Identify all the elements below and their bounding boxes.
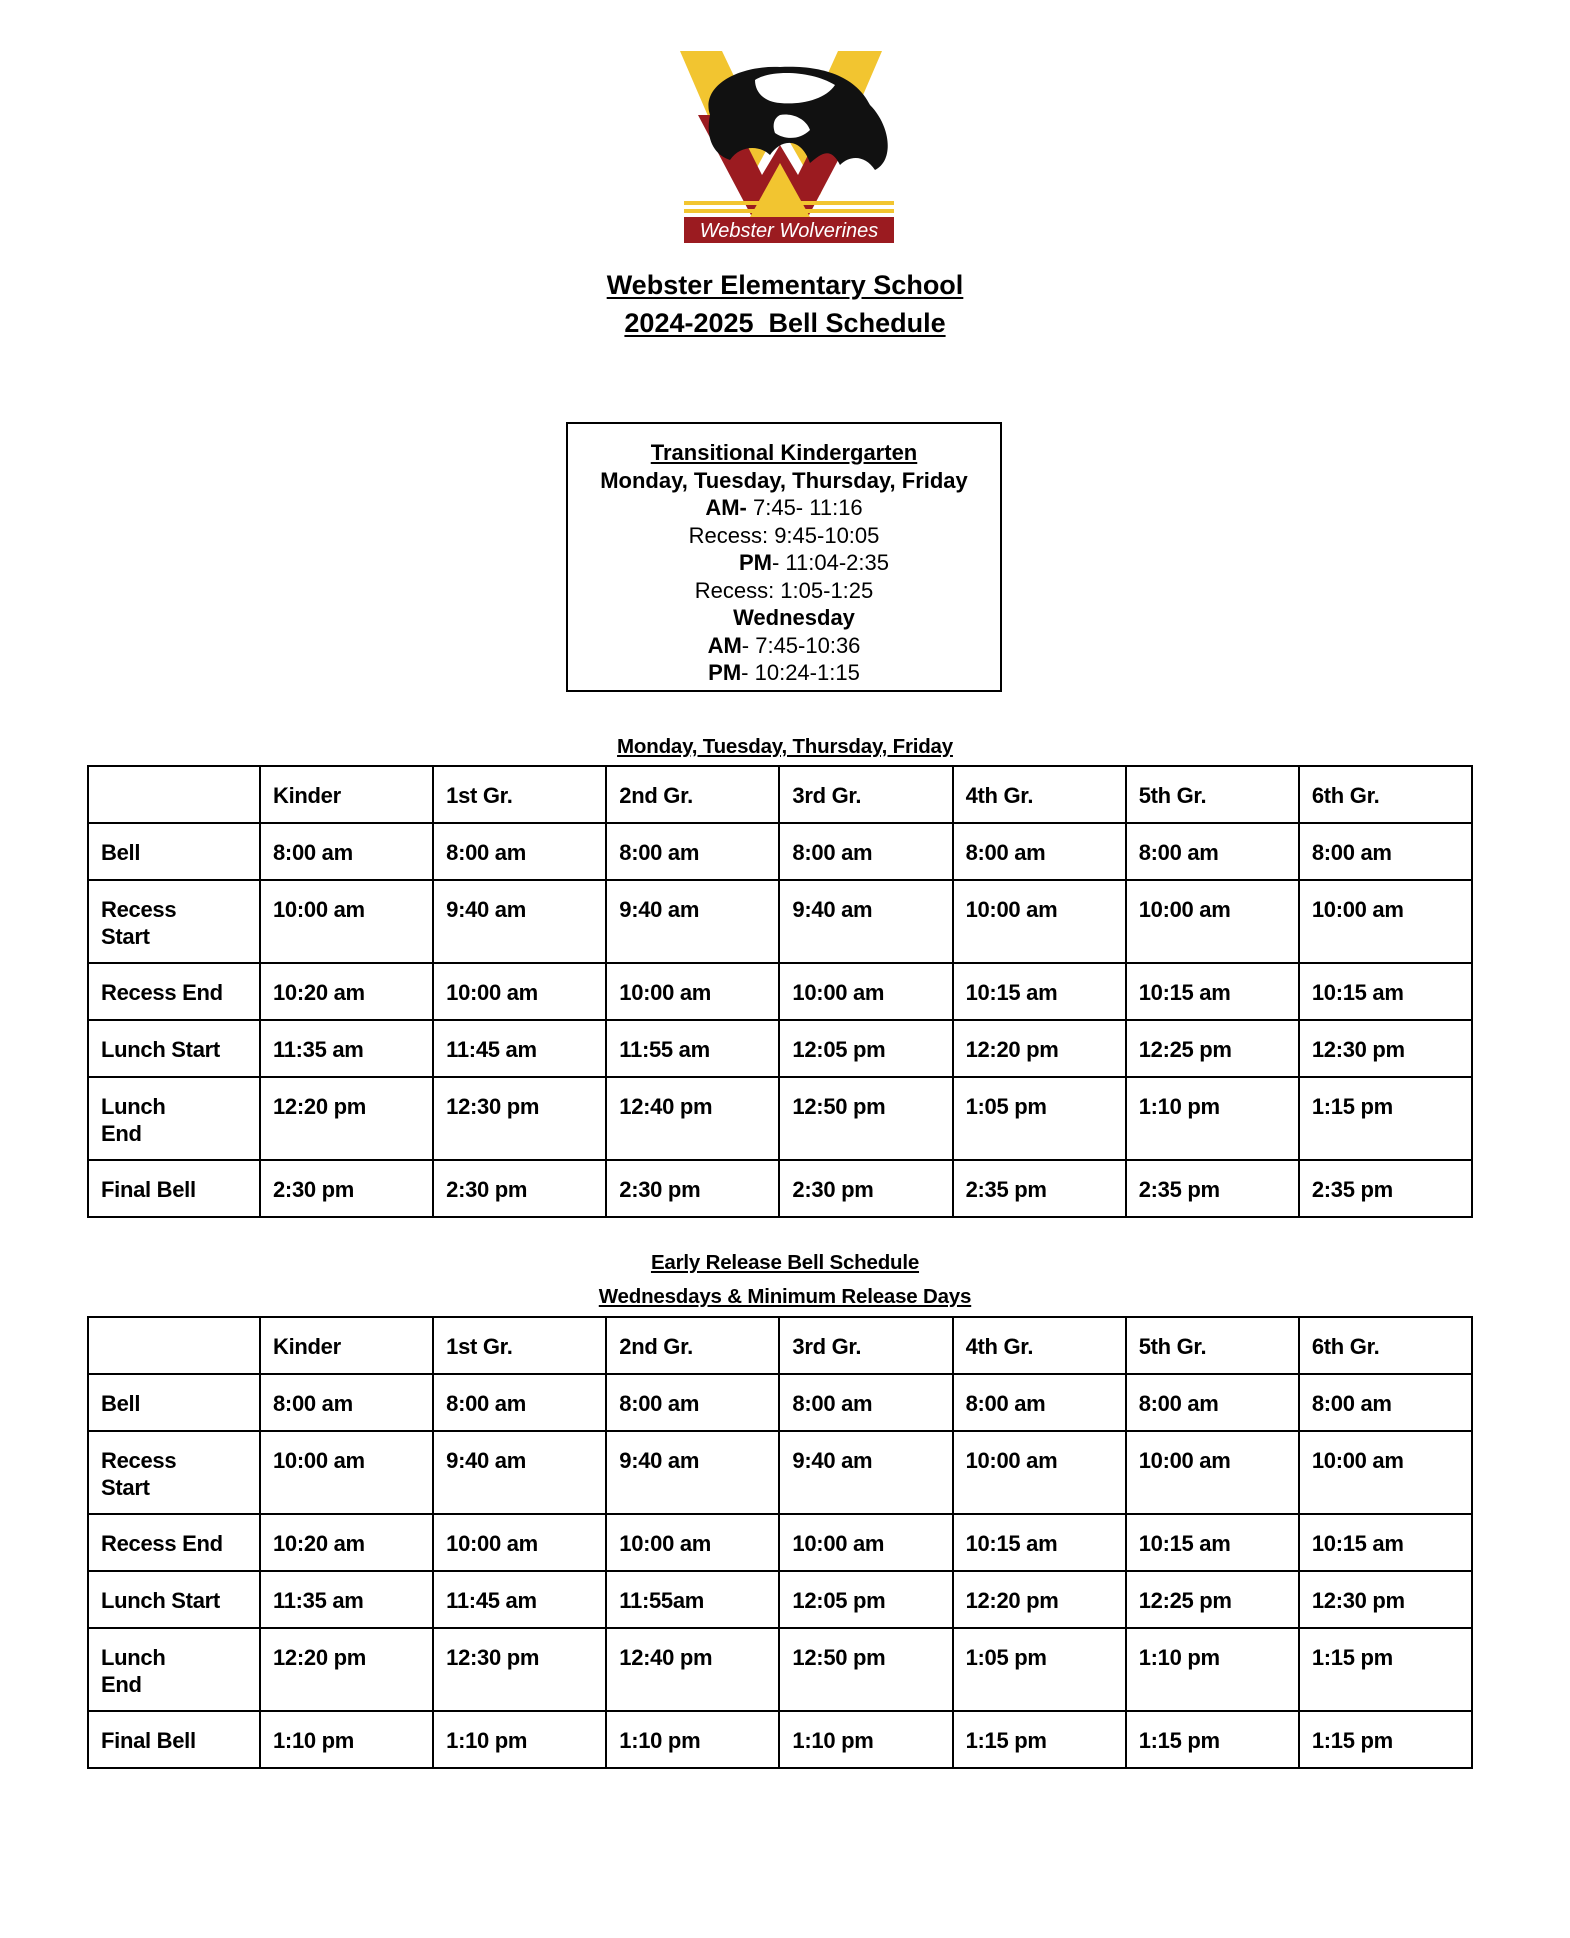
cell: 10:15 am xyxy=(1299,963,1472,1020)
tk-wed-pm-time: - 10:24-1:15 xyxy=(741,660,860,685)
cell: 10:15 am xyxy=(953,1514,1126,1571)
regular-schedule-table xyxy=(87,765,1473,1218)
cell: 8:00 am xyxy=(779,1374,952,1431)
cell: 8:00 am xyxy=(779,823,952,880)
tk-wed-pm-line xyxy=(568,659,1000,687)
header-cell: 1st Gr. xyxy=(433,1317,606,1374)
tk-am-line xyxy=(568,494,1000,522)
header-cell: 1st Gr. xyxy=(433,766,606,823)
table-row xyxy=(88,1077,1472,1160)
cell: 10:00 am xyxy=(779,963,952,1020)
header-cell: 4th Gr. xyxy=(953,1317,1126,1374)
cell: 12:40 pm xyxy=(606,1077,779,1160)
cell: 8:00 am xyxy=(260,1374,433,1431)
cell: 11:55 am xyxy=(606,1020,779,1077)
cell: 10:15 am xyxy=(1299,1514,1472,1571)
tk-wed-am-line xyxy=(568,632,1000,660)
cell: 2:35 pm xyxy=(953,1160,1126,1217)
cell: 10:15 am xyxy=(1126,1514,1299,1571)
cell: 1:15 pm xyxy=(1299,1077,1472,1160)
cell: 12:30 pm xyxy=(433,1077,606,1160)
cell: 1:15 pm xyxy=(1299,1711,1472,1768)
cell: 8:00 am xyxy=(433,1374,606,1431)
cell: 1:15 pm xyxy=(1299,1628,1472,1711)
tk-title: Transitional Kindergarten xyxy=(650,440,918,465)
header-cell: 6th Gr. xyxy=(1299,1317,1472,1374)
tk-wednesday-label: Wednesday xyxy=(733,605,855,630)
table-row xyxy=(88,1514,1472,1571)
cell: 10:00 am xyxy=(1126,880,1299,963)
cell: 9:40 am xyxy=(433,880,606,963)
cell: 10:00 am xyxy=(606,1514,779,1571)
tk-days: Monday, Tuesday, Thursday, Friday xyxy=(600,467,968,493)
table-row xyxy=(88,1571,1472,1628)
row-label: Lunch Start xyxy=(88,1571,260,1628)
cell: 12:50 pm xyxy=(779,1628,952,1711)
cell: 12:30 pm xyxy=(1299,1571,1472,1628)
cell: 1:15 pm xyxy=(953,1711,1126,1768)
cell: 10:00 am xyxy=(433,1514,606,1571)
tk-pm-recess: Recess: 1:05-1:25 xyxy=(694,577,874,603)
cell: 12:25 pm xyxy=(1126,1571,1299,1628)
cell: 2:30 pm xyxy=(779,1160,952,1217)
cell: 8:00 am xyxy=(606,823,779,880)
cell: 9:40 am xyxy=(779,1431,952,1514)
header-cell: 2nd Gr. xyxy=(606,766,779,823)
table-row xyxy=(88,823,1472,880)
cell: 10:00 am xyxy=(260,880,433,963)
table-header-row xyxy=(88,1317,1472,1374)
cell: 10:00 am xyxy=(1299,1431,1472,1514)
cell: 8:00 am xyxy=(1299,1374,1472,1431)
tk-pm-line xyxy=(568,549,1000,577)
header-cell: 3rd Gr. xyxy=(779,1317,952,1374)
cell: 8:00 am xyxy=(953,1374,1126,1431)
cell: 10:15 am xyxy=(953,963,1126,1020)
tk-pm-label: PM xyxy=(738,550,772,575)
cell: 2:35 pm xyxy=(1126,1160,1299,1217)
cell: 10:00 am xyxy=(953,880,1126,963)
cell: 1:15 pm xyxy=(1126,1711,1299,1768)
row-label: Final Bell xyxy=(88,1160,260,1217)
cell: 10:15 am xyxy=(1126,963,1299,1020)
cell: 1:10 pm xyxy=(1126,1077,1299,1160)
cell: 1:10 pm xyxy=(1126,1628,1299,1711)
regular-schedule-caption: Monday, Tuesday, Thursday, Friday xyxy=(617,735,953,758)
cell: 10:20 am xyxy=(260,1514,433,1571)
tk-wed-pm-label: PM xyxy=(708,660,742,685)
early-release-caption: Early Release Bell Schedule xyxy=(650,1251,920,1274)
cell: 12:25 pm xyxy=(1126,1020,1299,1077)
cell: 12:20 pm xyxy=(260,1077,433,1160)
tk-wed-am-label: AM xyxy=(707,632,742,658)
cell: 1:05 pm xyxy=(953,1628,1126,1711)
school-logo xyxy=(670,45,910,245)
header-cell: 6th Gr. xyxy=(1299,766,1472,823)
transitional-kindergarten-box xyxy=(566,422,1002,692)
cell: 1:10 pm xyxy=(606,1711,779,1768)
cell: 9:40 am xyxy=(779,880,952,963)
row-label: Recess End xyxy=(88,1514,260,1571)
cell: 1:05 pm xyxy=(953,1077,1126,1160)
cell: 10:00 am xyxy=(1126,1431,1299,1514)
svg-text:Webster Wolverines: Webster Wolverines xyxy=(699,220,879,242)
cell: 11:35 am xyxy=(260,1571,433,1628)
wolverine-logo-icon xyxy=(670,45,910,245)
row-label: Bell xyxy=(88,1374,260,1431)
cell: 1:10 pm xyxy=(433,1711,606,1768)
header-cell: 4th Gr. xyxy=(953,766,1126,823)
cell: 8:00 am xyxy=(1126,823,1299,880)
schedule-title: 2024-2025 Bell Schedule xyxy=(624,308,946,338)
cell: 10:00 am xyxy=(606,963,779,1020)
row-label: Bell xyxy=(88,823,260,880)
cell: 12:20 pm xyxy=(260,1628,433,1711)
table-row xyxy=(88,880,1472,963)
tk-pm-time: - 11:04-2:35 xyxy=(771,550,889,575)
tk-am-recess: Recess: 9:45-10:05 xyxy=(688,522,880,548)
cell: 10:00 am xyxy=(260,1431,433,1514)
cell: 12:50 pm xyxy=(779,1077,952,1160)
cell: 2:30 pm xyxy=(606,1160,779,1217)
tk-wed-am-time: - 7:45-10:36 xyxy=(741,632,861,658)
cell: 8:00 am xyxy=(260,823,433,880)
cell: 2:30 pm xyxy=(260,1160,433,1217)
header-cell xyxy=(88,766,260,823)
cell: 2:30 pm xyxy=(433,1160,606,1217)
cell: 9:40 am xyxy=(606,880,779,963)
header-cell: 5th Gr. xyxy=(1126,1317,1299,1374)
cell: 1:10 pm xyxy=(260,1711,433,1768)
cell: 11:35 am xyxy=(260,1020,433,1077)
table-row xyxy=(88,1711,1472,1768)
table-row xyxy=(88,1628,1472,1711)
cell: 8:00 am xyxy=(1299,823,1472,880)
header-cell: Kinder xyxy=(260,766,433,823)
cell: 11:55am xyxy=(606,1571,779,1628)
row-label: Lunch End xyxy=(88,1077,260,1160)
cell: 12:20 pm xyxy=(953,1020,1126,1077)
tk-am-time: 7:45- 11:16 xyxy=(746,495,863,520)
early-release-schedule-table xyxy=(87,1316,1473,1769)
early-release-subcaption: Wednesdays & Minimum Release Days xyxy=(598,1285,972,1308)
header-cell: Kinder xyxy=(260,1317,433,1374)
row-label: Recess Start xyxy=(88,880,260,963)
cell: 12:30 pm xyxy=(1299,1020,1472,1077)
row-label: Final Bell xyxy=(88,1711,260,1768)
row-label: Lunch Start xyxy=(88,1020,260,1077)
school-name: Webster Elementary School xyxy=(606,270,964,300)
row-label: Recess End xyxy=(88,963,260,1020)
row-label: Recess Start xyxy=(88,1431,260,1514)
cell: 12:40 pm xyxy=(606,1628,779,1711)
cell: 10:00 am xyxy=(433,963,606,1020)
table-header-row xyxy=(88,766,1472,823)
cell: 1:10 pm xyxy=(779,1711,952,1768)
header-cell xyxy=(88,1317,260,1374)
cell: 2:35 pm xyxy=(1299,1160,1472,1217)
document-title xyxy=(0,266,1570,342)
cell: 9:40 am xyxy=(433,1431,606,1514)
tk-am-label: AM- xyxy=(705,495,747,520)
cell: 10:00 am xyxy=(779,1514,952,1571)
cell: 8:00 am xyxy=(433,823,606,880)
cell: 10:20 am xyxy=(260,963,433,1020)
cell: 10:00 am xyxy=(953,1431,1126,1514)
cell: 8:00 am xyxy=(606,1374,779,1431)
cell: 12:05 pm xyxy=(779,1571,952,1628)
cell: 9:40 am xyxy=(606,1431,779,1514)
cell: 12:30 pm xyxy=(433,1628,606,1711)
row-label: Lunch End xyxy=(88,1628,260,1711)
cell: 10:00 am xyxy=(1299,880,1472,963)
cell: 12:05 pm xyxy=(779,1020,952,1077)
cell: 11:45 am xyxy=(433,1020,606,1077)
table-row xyxy=(88,1020,1472,1077)
table-row xyxy=(88,963,1472,1020)
header-cell: 2nd Gr. xyxy=(606,1317,779,1374)
table-row xyxy=(88,1431,1472,1514)
cell: 8:00 am xyxy=(953,823,1126,880)
table-row xyxy=(88,1160,1472,1217)
header-cell: 5th Gr. xyxy=(1126,766,1299,823)
header-cell: 3rd Gr. xyxy=(779,766,952,823)
table-row xyxy=(88,1374,1472,1431)
cell: 8:00 am xyxy=(1126,1374,1299,1431)
cell: 12:20 pm xyxy=(953,1571,1126,1628)
cell: 11:45 am xyxy=(433,1571,606,1628)
